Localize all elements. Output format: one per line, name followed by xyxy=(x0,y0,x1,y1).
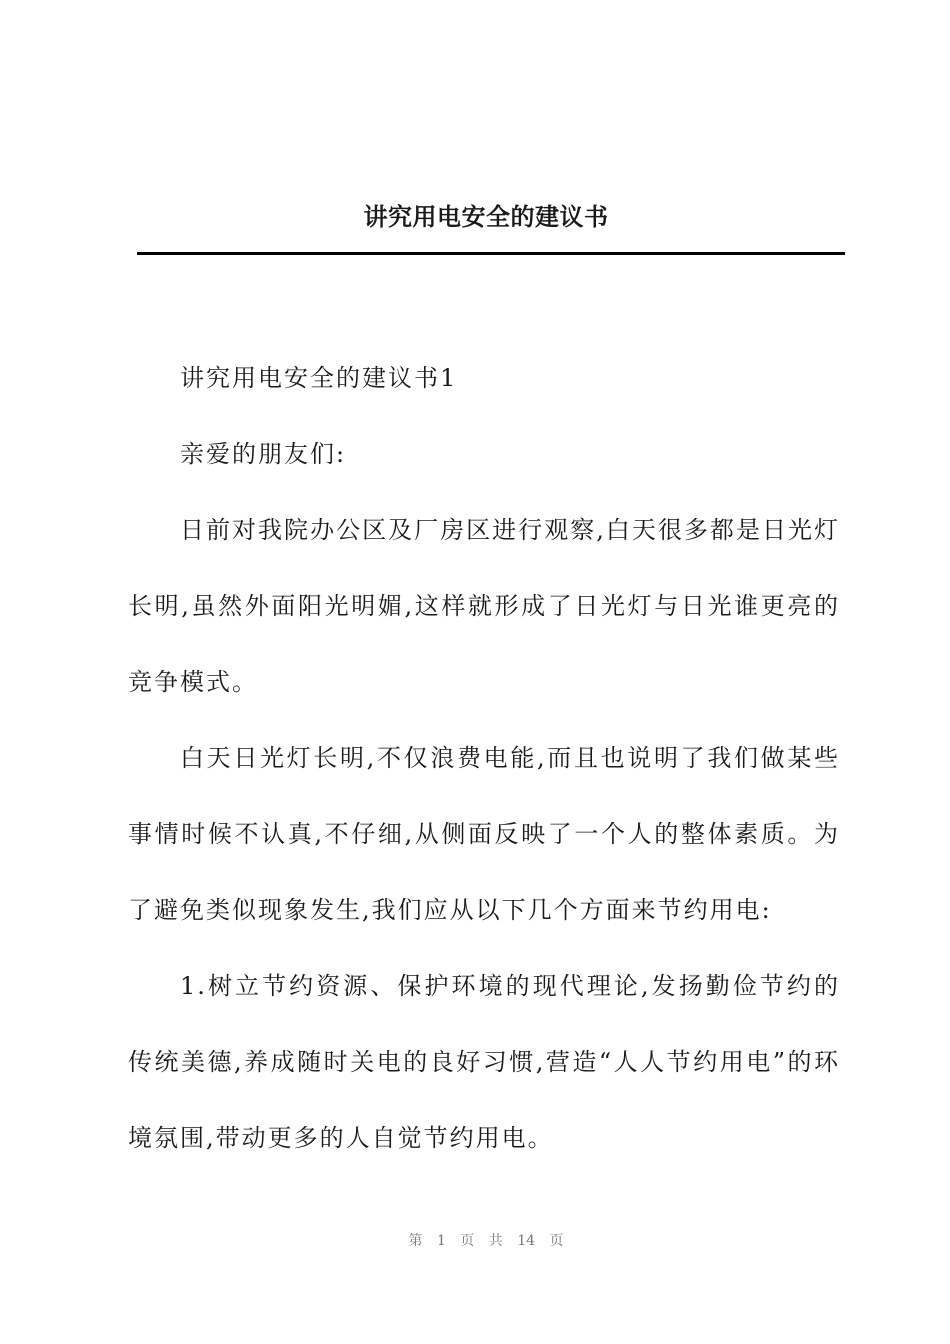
body-paragraph: 白天日光灯长明,不仅浪费电能,而且也说明了我们做某些事情时候不认真,不仔细,从侧面反映了一个人的整体素质。为了避免类似现象发生,我们应从以下几个方面来节约用电: xyxy=(128,744,840,924)
body-paragraph: 1.树立节约资源、保护环境的现代理论,发扬勤俭节约的传统美德,养成随时关电的良好习惯,营造“人人节约用电”的环境氛围,带动更多的人自觉节约用电。 xyxy=(128,972,840,1152)
page-number: 第 1 页 共 14 页 xyxy=(408,1233,564,1249)
salutation: 亲爱的朋友们: xyxy=(180,440,347,468)
document-title: 讲究用电安全的建议书 xyxy=(363,203,609,231)
section-heading: 讲究用电安全的建议书1 xyxy=(180,364,458,392)
body-paragraph: 日前对我院办公区及厂房区进行观察,白天很多都是日光灯长明,虽然外面阳光明媚,这样就形成了日光灯与日光谁更亮的竞争模式。 xyxy=(128,516,840,696)
title-divider xyxy=(137,252,845,255)
document-body xyxy=(128,340,840,1176)
